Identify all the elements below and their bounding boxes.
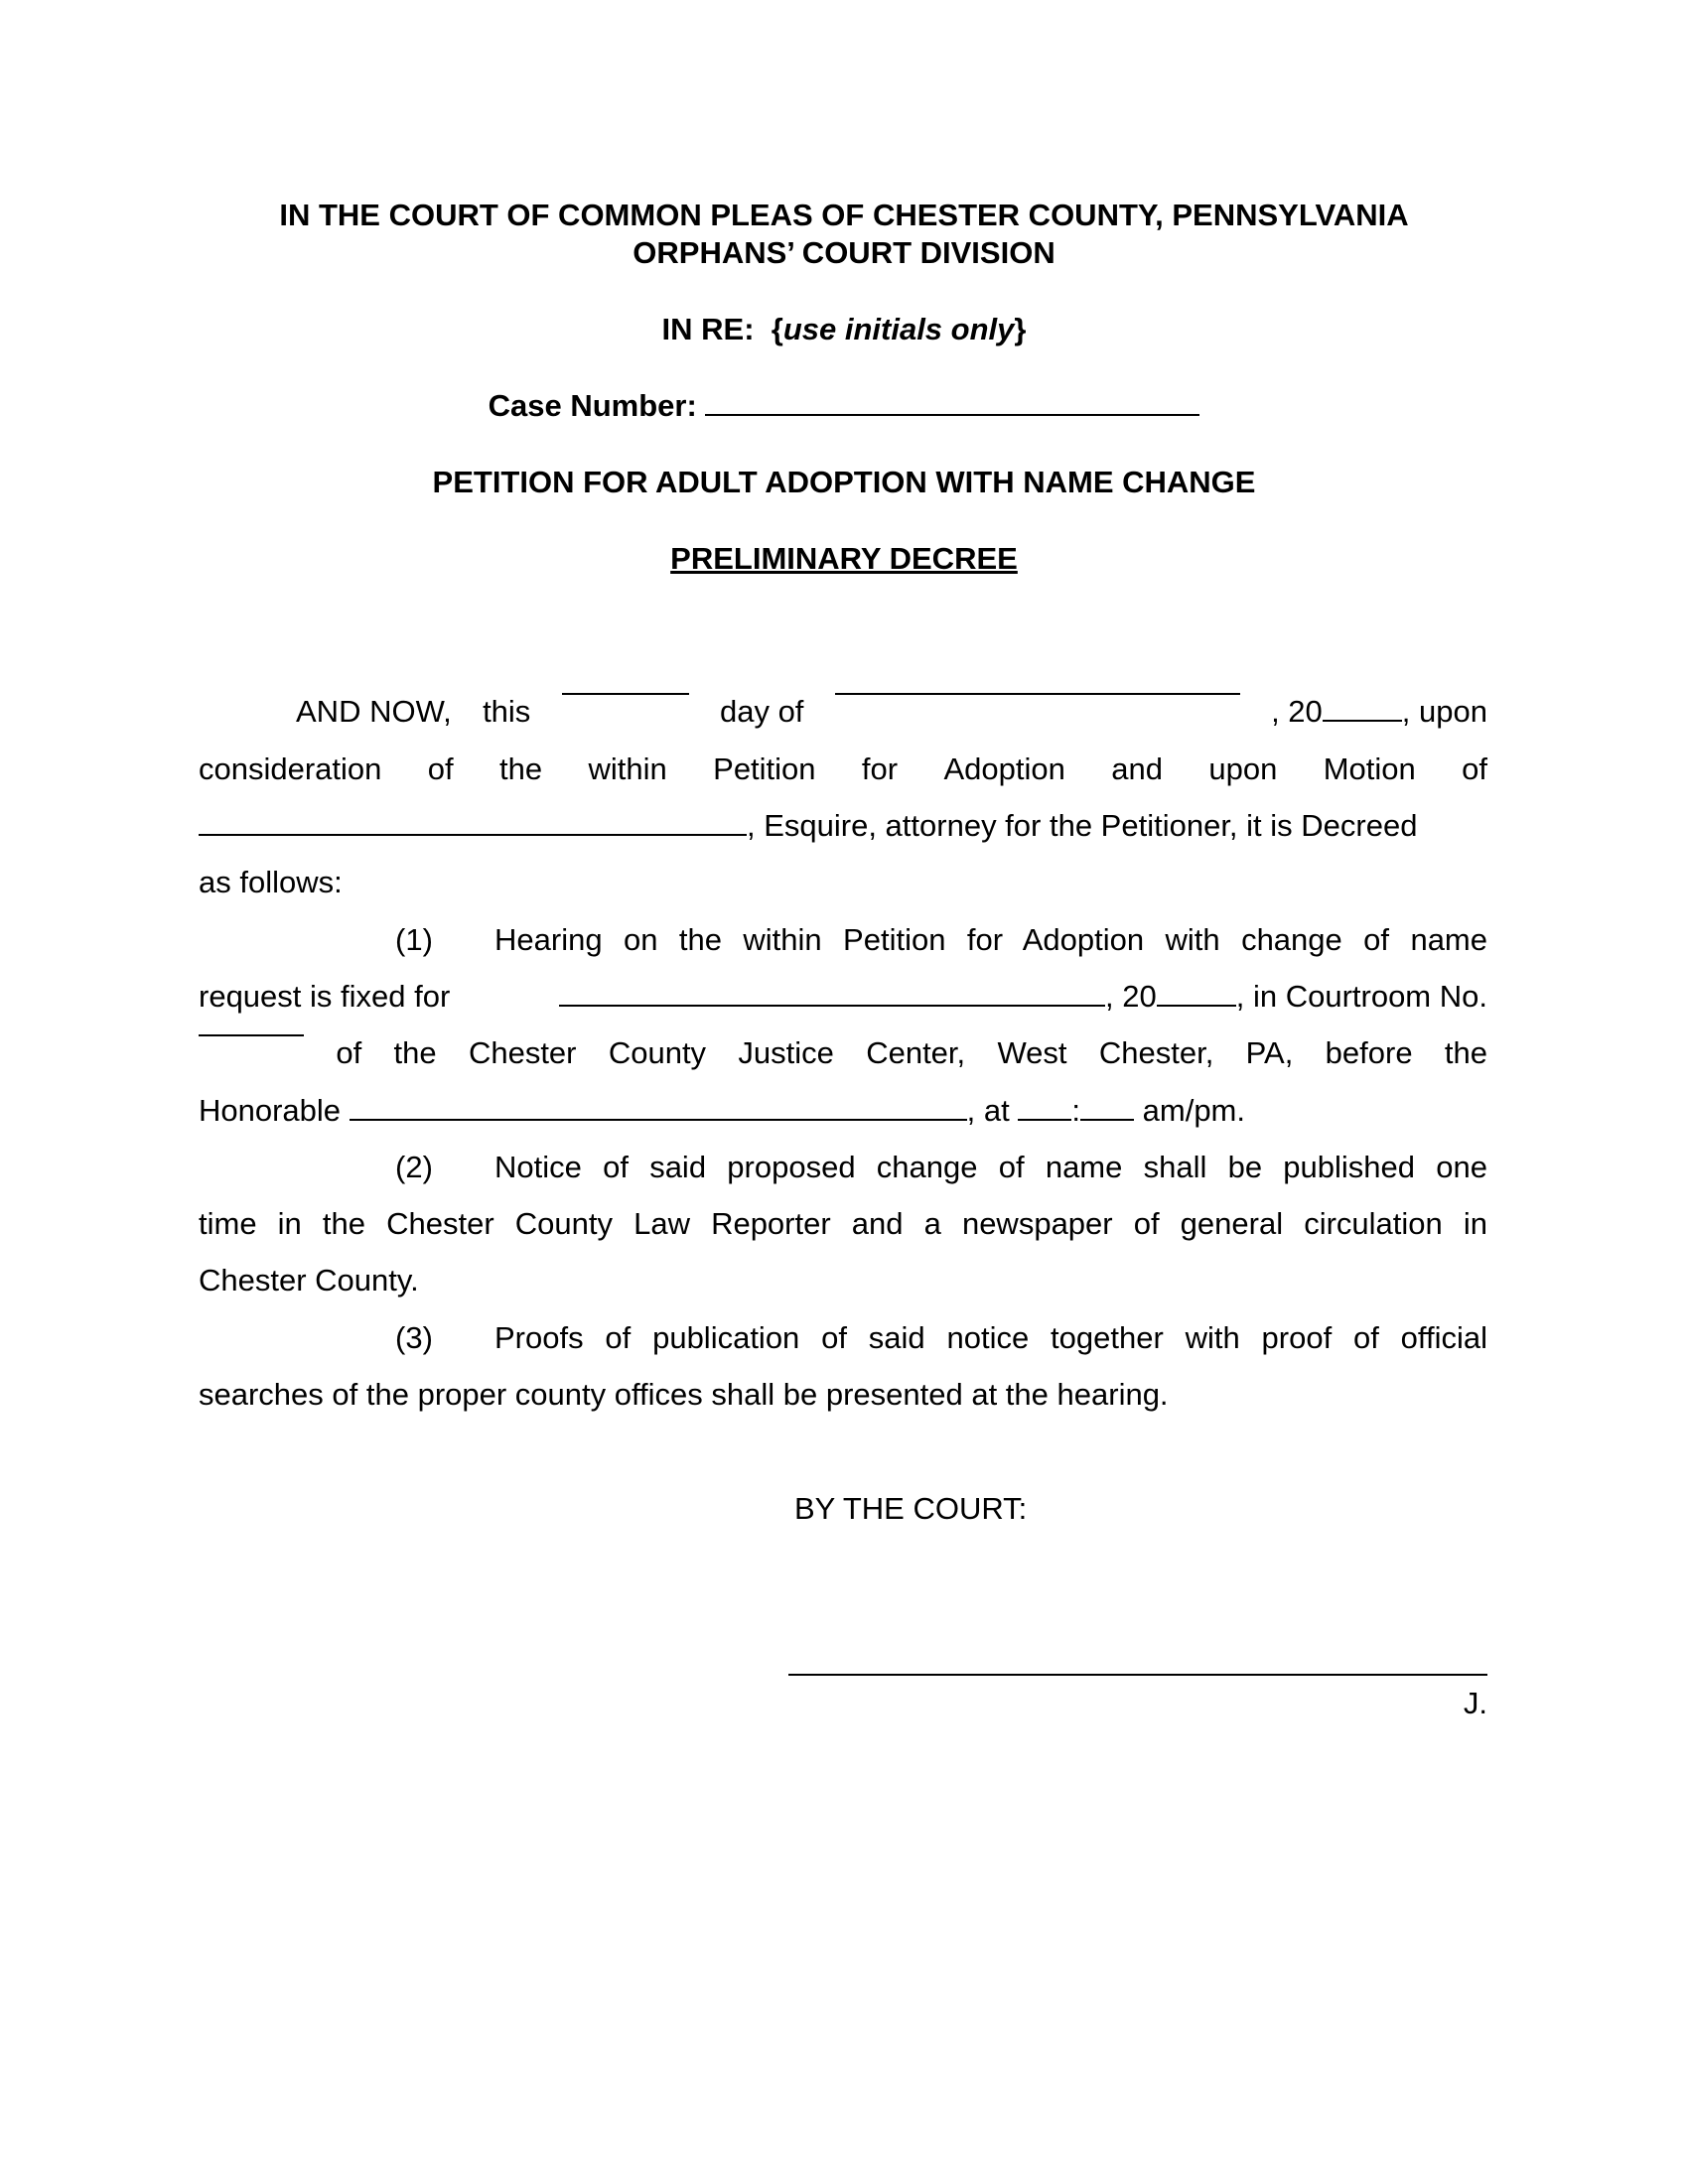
p2-word: consideration — [199, 751, 382, 786]
year-prefix-text: , 20 — [1271, 694, 1323, 729]
l3-word: the — [393, 1035, 437, 1070]
upon-text: , upon — [1401, 694, 1487, 729]
l3-word: County — [608, 1035, 707, 1070]
and-now-text: AND NOW, — [296, 694, 452, 729]
request-fixed-text: request is fixed for — [199, 979, 451, 1014]
in-re-close-brace: } — [1014, 312, 1027, 346]
esquire-text: , Esquire, attorney for the Petitioner, it is Decreed — [747, 808, 1418, 843]
year-blank[interactable] — [1323, 719, 1402, 722]
case-number-line — [0, 387, 1688, 425]
courtroom-number-blank[interactable] — [199, 1033, 304, 1036]
month-blank[interactable] — [835, 692, 1240, 695]
petition-title: PETITION FOR ADULT ADOPTION WITH NAME CHANGE — [432, 465, 1256, 499]
hearing-date-blank[interactable] — [559, 1004, 1105, 1007]
attorney-blank[interactable] — [199, 833, 747, 836]
hour-blank[interactable] — [1018, 1118, 1071, 1121]
l3-word: Chester — [468, 1035, 577, 1070]
judge-suffix: J. — [1463, 1686, 1487, 1720]
item-1-number: (1) — [395, 922, 433, 957]
case-number-blank[interactable] — [705, 413, 1199, 416]
p2-word: of — [427, 751, 454, 786]
item-2-number: (2) — [395, 1150, 433, 1184]
in-re-label: IN RE: — [661, 312, 755, 346]
judge-name-blank[interactable] — [350, 1118, 967, 1121]
decree-title: PRELIMINARY DECREE — [670, 541, 1018, 576]
item-2-line-1 — [395, 1148, 1487, 1187]
case-number-label: Case Number: — [488, 388, 697, 423]
item-3-line-2: searches of the proper county offices shall be presented at the hearing. — [199, 1377, 1169, 1412]
item-1-line-4 — [199, 1091, 1487, 1131]
p2-word: of — [1462, 751, 1487, 786]
as-follows-text: as follows: — [199, 865, 343, 899]
in-re-value: use initials only — [782, 312, 1015, 346]
item-1-line-2 — [199, 977, 1487, 1017]
paragraph-line-1 — [296, 692, 1487, 732]
item-1-line-1 — [395, 920, 1487, 960]
l3-word: Center, — [866, 1035, 966, 1070]
am-pm-text: am/pm. — [1142, 1093, 1245, 1128]
l3-word: PA, — [1245, 1035, 1294, 1070]
l3-word: before — [1325, 1035, 1413, 1070]
p2-word: within — [588, 751, 667, 786]
judge-signature-line[interactable] — [788, 1674, 1487, 1676]
decree-title-wrap — [0, 540, 1688, 578]
item-3-text: Proofs of publication of said notice together with proof of official — [494, 1320, 1487, 1355]
p2-word: Petition — [713, 751, 816, 786]
item-1-line-3 — [199, 1033, 1487, 1073]
l3-word: Chester, — [1098, 1035, 1214, 1070]
p2-word: for — [861, 751, 899, 786]
p2-word: the — [499, 751, 543, 786]
item-3-number: (3) — [395, 1320, 433, 1355]
l3-word: Justice — [738, 1035, 834, 1070]
hearing-year-blank[interactable] — [1157, 1004, 1236, 1007]
court-heading: IN THE COURT OF COMMON PLEAS OF CHESTER COUNTY, PENNSYLVANIA — [279, 198, 1409, 232]
this-text: this — [483, 694, 531, 729]
day-blank[interactable] — [562, 692, 689, 695]
paragraph-line-2 — [199, 750, 1487, 789]
p2-word: and — [1111, 751, 1163, 786]
item-2-line-2: time in the Chester County Law Reporter and a newspaper of general circulation in — [199, 1206, 1487, 1241]
item-3-line-1 — [395, 1318, 1487, 1358]
item-2-line-3: Chester County. — [199, 1263, 419, 1297]
l3-word: the — [1444, 1035, 1487, 1070]
day-of-text: day of — [719, 694, 804, 729]
at-text: , at — [966, 1093, 1010, 1128]
item-1-text: Hearing on the within Petition for Adoption with change of name — [494, 922, 1487, 957]
p2-word: Motion — [1323, 751, 1416, 786]
division-heading: ORPHANS’ COURT DIVISION — [633, 235, 1055, 270]
courtroom-text: , in Courtroom No. — [1235, 979, 1487, 1014]
p2-word: Adoption — [943, 751, 1065, 786]
in-re-line — [0, 311, 1688, 348]
minute-blank[interactable] — [1080, 1118, 1134, 1121]
l3-word: West — [997, 1035, 1067, 1070]
honorable-text: Honorable — [199, 1093, 342, 1128]
item-2-text: Notice of said proposed change of name shall be published one — [494, 1150, 1487, 1184]
by-the-court: BY THE COURT: — [794, 1491, 1028, 1526]
p2-word: upon — [1208, 751, 1278, 786]
hearing-year-prefix: , 20 — [1105, 979, 1157, 1014]
l3-word: of — [336, 1035, 362, 1070]
colon-text: : — [1071, 1093, 1081, 1128]
paragraph-line-3 — [199, 806, 1487, 846]
in-re-open-brace: { — [771, 312, 783, 346]
